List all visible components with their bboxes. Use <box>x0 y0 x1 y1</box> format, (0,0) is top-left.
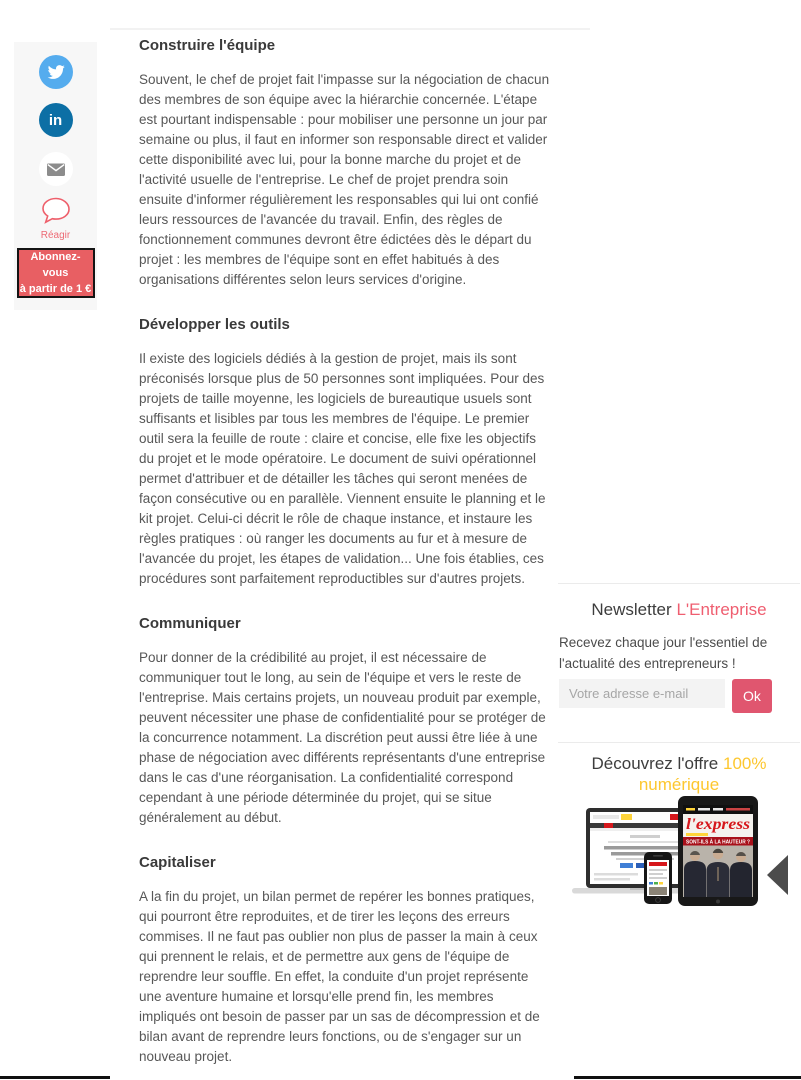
section-heading: Développer les outils <box>139 316 290 333</box>
newsletter-divider <box>558 583 800 584</box>
newsletter-description: Recevez chaque jour l'essentiel de l'actualité des entrepreneurs ! <box>559 635 768 671</box>
email-icon <box>46 161 66 178</box>
section-heading: Construire l'équipe <box>139 37 276 54</box>
subscribe-label-line2: à partir de 1 € <box>19 282 92 295</box>
subscribe-label-line1: Abonnez-vous <box>30 251 81 279</box>
linkedin-icon: in <box>48 111 63 129</box>
newsletter-submit-button[interactable]: Ok <box>732 679 772 713</box>
offer-title <box>558 753 800 795</box>
email-share-button[interactable] <box>39 152 73 186</box>
newsletter-title-brand[interactable]: L'Entreprise <box>676 600 767 619</box>
magazine-masthead: l'express <box>686 816 750 833</box>
newsletter-email-input[interactable] <box>559 679 725 708</box>
social-share-rail <box>14 42 97 310</box>
article-section <box>139 615 554 828</box>
newsletter-title-prefix: Newsletter <box>591 600 672 619</box>
linkedin-share-button[interactable] <box>39 103 73 137</box>
article-section <box>139 854 554 1067</box>
reagir-button[interactable] <box>39 196 73 241</box>
section-paragraph: A la fin du projet, un bilan permet de repérer les bonnes pratiques, qui pourront être reproduites, et de tirer les leçons des erreurs commises. Il ne faut pas oublier non plus de passer la main à ceux qui prennent le relais, et de permettre aux gens de l'équipe de reprendre leur souffle. En effet, la conduite d'un projet représente une aventure humaine et lorsqu'elle prend fin, les membres impliqués ont besoin de passer par un sas de décompression et de bilan avant de reprendre leurs fonctions, ou de s'engager sur un nouveau projet. <box>139 889 540 1064</box>
magazine-cover-headline: SONT-ILS À LA HAUTEUR ? <box>686 839 753 846</box>
offer-title-prefix: Découvrez l'offre <box>591 754 719 773</box>
section-heading: Capitaliser <box>139 854 216 871</box>
offer-title-highlight: 100% numérique <box>638 754 767 794</box>
comment-bubble-icon <box>39 196 73 226</box>
section-heading: Communiquer <box>139 615 241 632</box>
article-section <box>139 37 554 290</box>
reagir-label: Réagir <box>40 230 71 241</box>
article-body <box>139 0 554 1067</box>
right-rail <box>558 0 800 1080</box>
newsletter-title <box>558 600 800 620</box>
section-paragraph: Il existe des logiciels dédiés à la gestion de projet, mais ils sont préconisés lorsque plus de 50 personnes sont impliquées. Pour des projets de taille moyenne, les logiciels de bureautique usuels sont suffisants et lisibles par tous les membres de l'équipe. Le premier outil sera la feuille de route : claire et concise, elle fixe les objectifs du projet et le mode opératoire. Le document de suivi opérationnel permet d'attribuer et de détailler les tâches qui seront menées de façon consécutive ou en parallèle. Viennent ensuite le planning et le kit projet. Celui-ci décrit le rôle de chaque instance, et instaure les règles pratiques : où ranger les documents au fur et à mesure de l'avancée du projet, les étapes de validation... Une fois établies, ces procédures sont parfaitement reproductibles sur d'autres projets. <box>139 351 546 586</box>
twitter-share-button[interactable] <box>39 55 73 89</box>
digital-offer-banner[interactable] <box>560 794 765 912</box>
carousel-prev-icon[interactable] <box>767 855 788 895</box>
devices-illustration <box>560 794 765 912</box>
article-section <box>139 316 554 589</box>
bottom-edge-bar-left <box>0 1076 110 1079</box>
subscribe-button[interactable] <box>17 248 95 298</box>
offer-divider <box>558 742 800 743</box>
section-paragraph: Souvent, le chef de projet fait l'impasse sur la négociation de chacun des membres de son équipe avec la hiérarchie concernée. L'étape est pourtant indispensable : pour mobiliser une personne un jour par semaine ou plus, il faut en informer son responsable direct et valider cette disponibilité avec lui, pour la bonne marche du projet et de l'activité usuelle de l'entreprise. Le chef de projet prendra soin ensuite d'informer régulièrement les responsables qui lui ont confié leurs ressources de l'avancée du travail. Enfin, des règles de fonctionnement communes devront être édictées dès le départ du projet : les membres de l'équipe sont en effet habitués à des organisations différentes selon leurs services d'origine. <box>139 72 550 287</box>
section-paragraph: Pour donner de la crédibilité au projet, il est nécessaire de communiquer tout le long, au sein de l'équipe et vers le reste de l'entreprise. Mais certains projets, un nouveau produit par exemple, peuvent nécessiter une phase de confidentialité pour se protéger de la concurrence notamment. La discrétion peut aussi être liée à une phase de négociation avec différents représentants d'une entreprise dans le cas d'une réorganisation. La confidentialité correspond cependant à une période déterminée du projet, qui se situe généralement au début. <box>139 650 546 825</box>
bottom-edge-bar-right <box>574 1076 801 1079</box>
twitter-icon <box>47 63 65 81</box>
